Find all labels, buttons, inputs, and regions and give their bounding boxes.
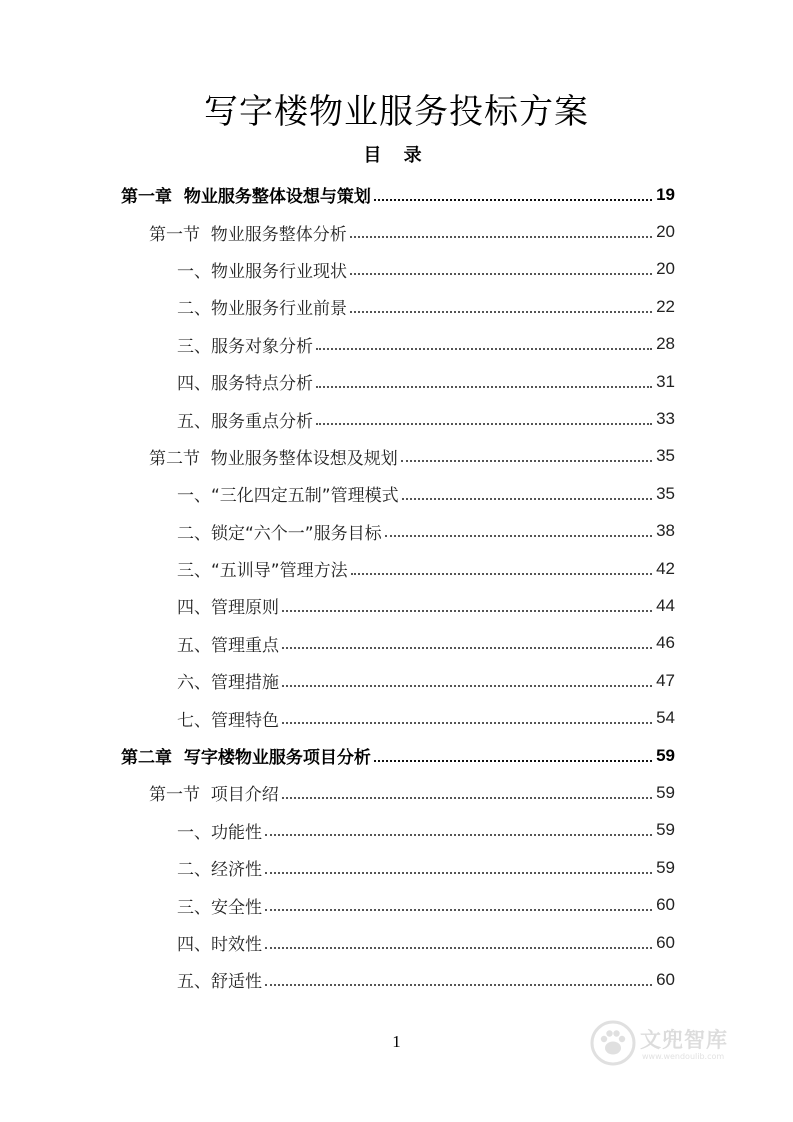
toc-entry-title: 第二章 写字楼物业服务项目分析 — [121, 748, 371, 769]
toc-dot-leader — [374, 185, 652, 201]
toc-page-number: 33 — [656, 409, 675, 429]
toc-entry-title: 四、时效性 — [177, 935, 262, 955]
toc-dot-leader — [282, 783, 652, 799]
toc-dot-leader — [265, 933, 652, 949]
toc-entry-title: 五、管理重点 — [177, 635, 279, 656]
toc-entry-title: 七、管理特色 — [177, 710, 279, 731]
toc-entry[interactable] — [0, 176, 793, 213]
toc-entry-title: 第一节 项目介绍 — [149, 785, 279, 806]
toc-entry-title: 一、物业服务行业现状 — [177, 261, 347, 282]
toc-entry[interactable] — [0, 213, 793, 250]
toc-entry[interactable] — [0, 251, 793, 288]
toc-dot-leader — [385, 521, 652, 537]
toc-page-number: 46 — [656, 633, 675, 653]
toc-entry-title: 一、功能性 — [177, 822, 262, 843]
toc-entry[interactable] — [0, 625, 793, 662]
toc-entry[interactable] — [0, 326, 793, 363]
toc-entry[interactable] — [0, 699, 793, 736]
toc-entry[interactable] — [0, 924, 793, 961]
toc-entry[interactable] — [0, 737, 793, 774]
toc-page-number: 20 — [656, 222, 675, 242]
toc-dot-leader — [282, 596, 652, 612]
toc-entry[interactable] — [0, 812, 793, 849]
watermark-url: www.wendoulib.com — [642, 1052, 725, 1061]
toc-entry[interactable] — [0, 475, 793, 512]
toc-page-number: 59 — [656, 857, 675, 877]
toc-entry-title: 三、安全性 — [177, 897, 262, 918]
toc-dot-leader — [401, 446, 652, 462]
toc-entry[interactable] — [0, 774, 793, 811]
toc-entry[interactable] — [0, 363, 793, 400]
toc-dot-leader — [350, 259, 652, 275]
toc-entry[interactable] — [0, 587, 793, 624]
toc-entry-title: 三、服务对象分析 — [177, 336, 313, 357]
toc-entry-title: 六、管理措施 — [177, 673, 279, 694]
document-title: 写字楼物业服务投标方案 — [204, 92, 589, 132]
toc-page-number: 22 — [656, 296, 675, 316]
page-number: 1 — [392, 1032, 401, 1051]
toc-entry-title: 四、服务特点分析 — [177, 374, 313, 395]
toc-dot-leader — [265, 970, 652, 986]
toc-entry[interactable] — [0, 961, 793, 998]
toc-entry-title: 四、管理原则 — [177, 598, 279, 619]
toc-page-number: 59 — [656, 782, 675, 802]
toc-entry-title: 一、“三化四定五制”管理模式 — [177, 486, 399, 507]
toc-page-number: 60 — [656, 932, 675, 952]
toc-entry-title: 五、舒适性 — [177, 972, 262, 993]
toc-entry[interactable] — [0, 662, 793, 699]
toc-heading: 目 录 — [363, 145, 430, 166]
toc-page-number: 60 — [656, 969, 675, 989]
paw-logo-icon — [590, 1020, 636, 1066]
toc-page-number: 42 — [656, 558, 675, 578]
toc-entry-title: 第二节 物业服务整体设想及规划 — [149, 448, 398, 469]
toc-page-number: 59 — [656, 820, 675, 840]
toc-entry-title: 二、经济性 — [177, 860, 262, 881]
toc-entry[interactable] — [0, 550, 793, 587]
toc-dot-leader — [282, 671, 652, 687]
toc-dot-leader — [351, 559, 652, 575]
toc-entry[interactable] — [0, 513, 793, 550]
toc-page-number: 19 — [656, 184, 675, 204]
toc-dot-leader — [350, 297, 652, 313]
toc-entry-title: 第一节 物业服务整体分析 — [149, 224, 347, 245]
toc-dot-leader — [402, 484, 652, 500]
toc-dot-leader — [282, 633, 652, 649]
toc-page-number: 35 — [656, 446, 675, 466]
toc-dot-leader — [350, 222, 652, 238]
toc-dot-leader — [265, 820, 652, 836]
toc-dot-leader — [316, 409, 652, 425]
toc-dot-leader — [265, 895, 652, 911]
toc-dot-leader — [374, 746, 652, 762]
toc-entry-title: 二、锁定“六个一”服务目标 — [177, 523, 382, 544]
toc-page-number: 20 — [656, 259, 675, 279]
toc-entry-title: 第一章 物业服务整体设想与策划 — [121, 187, 371, 208]
watermark — [590, 1018, 760, 1070]
toc-page-number: 28 — [656, 334, 675, 354]
toc-entry-title: 五、服务重点分析 — [177, 411, 313, 432]
toc-entry[interactable] — [0, 438, 793, 475]
toc-entry-title: 三、“五训导”管理方法 — [177, 561, 348, 582]
toc-page-number: 31 — [656, 371, 675, 391]
toc-entry-title: 二、物业服务行业前景 — [177, 299, 347, 320]
table-of-contents — [0, 176, 793, 999]
toc-entry[interactable] — [0, 886, 793, 923]
toc-dot-leader — [282, 708, 652, 724]
toc-page-number: 59 — [656, 745, 675, 765]
toc-dot-leader — [265, 858, 652, 874]
watermark-text: 文兜智库 — [640, 1028, 728, 1052]
toc-entry[interactable] — [0, 849, 793, 886]
toc-page-number: 44 — [656, 595, 675, 615]
toc-dot-leader — [316, 334, 652, 350]
toc-entry[interactable] — [0, 288, 793, 325]
toc-page-number: 47 — [656, 670, 675, 690]
toc-dot-leader — [316, 372, 652, 388]
toc-page-number: 60 — [656, 895, 675, 915]
toc-page-number: 35 — [656, 483, 675, 503]
toc-page-number: 38 — [656, 521, 675, 541]
toc-page-number: 54 — [656, 708, 675, 728]
toc-entry[interactable] — [0, 400, 793, 437]
